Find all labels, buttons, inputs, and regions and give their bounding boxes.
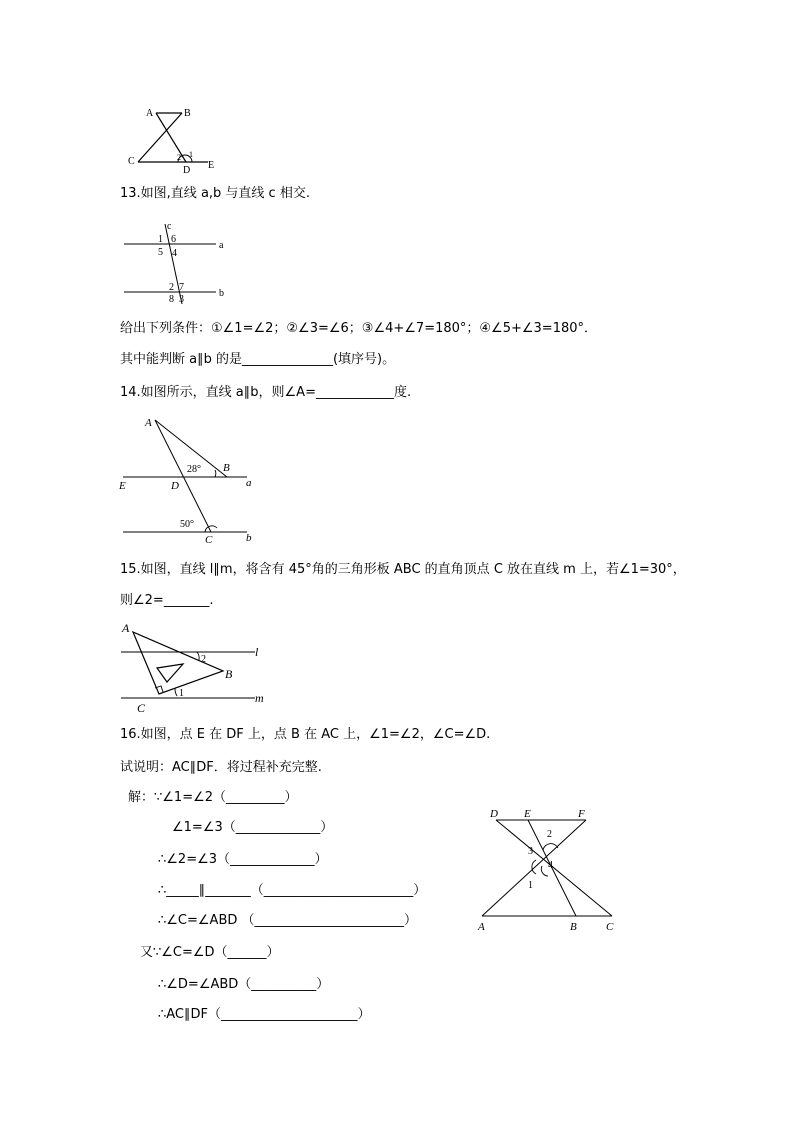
q15-line2: 则∠2=_______. (120, 593, 214, 608)
q16-step-4: ∴_____∥_______（_______________________） (158, 883, 427, 898)
label-1: 1 (189, 150, 193, 159)
label-B: B (570, 921, 577, 933)
label-50: 50° (180, 519, 194, 530)
q16-stem: 16.如图，点 E 在 DF 上，点 B 在 AC 上，∠1=∠2，∠C=∠D. (120, 727, 491, 742)
q16-step-8: ∴AC∥DF（_____________________） (158, 1007, 371, 1022)
label-E: E (524, 808, 531, 820)
label-D: D (183, 165, 191, 176)
q16-step-1: 解：∵∠1=∠2（_________） (128, 790, 298, 805)
label-B: B (223, 462, 230, 474)
label-l: l (255, 645, 259, 659)
label-3: 3 (179, 294, 184, 305)
q13-conditions: 给出下列条件：①∠1=∠2；②∠3=∠6；③∠4+∠7=180°；④∠5+∠3=180°． (120, 321, 598, 336)
label-A: A (478, 921, 485, 933)
q16-prompt: 试说明：AC∥DF．将过程补充完整. (120, 760, 322, 775)
figure-q15 (115, 618, 275, 716)
label-1: 1 (158, 234, 163, 245)
label-c: c (167, 221, 172, 232)
q13-ask: 其中能判断 a∥b 的是______________(填序号)。 (120, 352, 396, 367)
label-D: D (171, 480, 179, 492)
q16-step-5: ∴∠C=∠ABD （_______________________） (158, 913, 418, 928)
label-b: b (246, 532, 252, 544)
label-F: F (578, 808, 585, 820)
label-C: C (606, 921, 614, 933)
label-3: 3 (528, 846, 533, 857)
q16-step-3: ∴∠2=∠3（_____________） (158, 852, 328, 867)
label-C: C (205, 534, 213, 546)
label-2: 2 (547, 829, 552, 840)
q16-step-6: 又∵∠C=∠D（______） (140, 945, 280, 960)
q16-step-2: ∠1=∠3（_____________） (172, 820, 334, 835)
label-E: E (119, 480, 126, 492)
figure-q12 (120, 100, 230, 178)
label-1: 1 (528, 880, 533, 891)
label-a: a (219, 240, 224, 251)
label-8: 8 (169, 294, 174, 305)
label-C: C (128, 156, 135, 167)
label-b: b (219, 288, 224, 299)
label-1: 1 (179, 688, 184, 699)
q15-line1: 15.如图，直线 l∥m，将含有 45°角的三角形板 ABC 的直角顶点 C 放在直线 m 上，若∠1=30°， (120, 562, 686, 577)
figure-q14 (115, 410, 265, 550)
figure-q16 (472, 802, 632, 937)
label-C: C (137, 701, 146, 715)
label-7: 7 (179, 282, 184, 293)
label-2: 2 (201, 654, 206, 665)
label-B: B (225, 667, 233, 681)
label-A: A (146, 108, 154, 119)
label-4: 4 (172, 248, 177, 259)
q13-stem: 13.如图,直线 a,b 与直线 c 相交. (120, 186, 310, 201)
q14-stem: 14.如图所示，直线 a∥b，则∠A=____________度. (120, 385, 412, 400)
label-2: 2 (177, 153, 181, 162)
label-5: 5 (158, 247, 163, 258)
label-m: m (255, 691, 264, 705)
label-6: 6 (171, 234, 176, 245)
label-4: 4 (548, 860, 553, 871)
label-A: A (122, 621, 130, 635)
label-A: A (145, 417, 152, 429)
label-E: E (208, 160, 215, 171)
label-D: D (490, 808, 498, 820)
label-28: 28° (187, 464, 201, 475)
label-a: a (246, 477, 252, 489)
figure-q13 (120, 218, 240, 308)
label-2: 2 (169, 282, 174, 293)
label-B: B (184, 108, 191, 119)
q16-step-7: ∴∠D=∠ABD（__________） (158, 977, 330, 992)
